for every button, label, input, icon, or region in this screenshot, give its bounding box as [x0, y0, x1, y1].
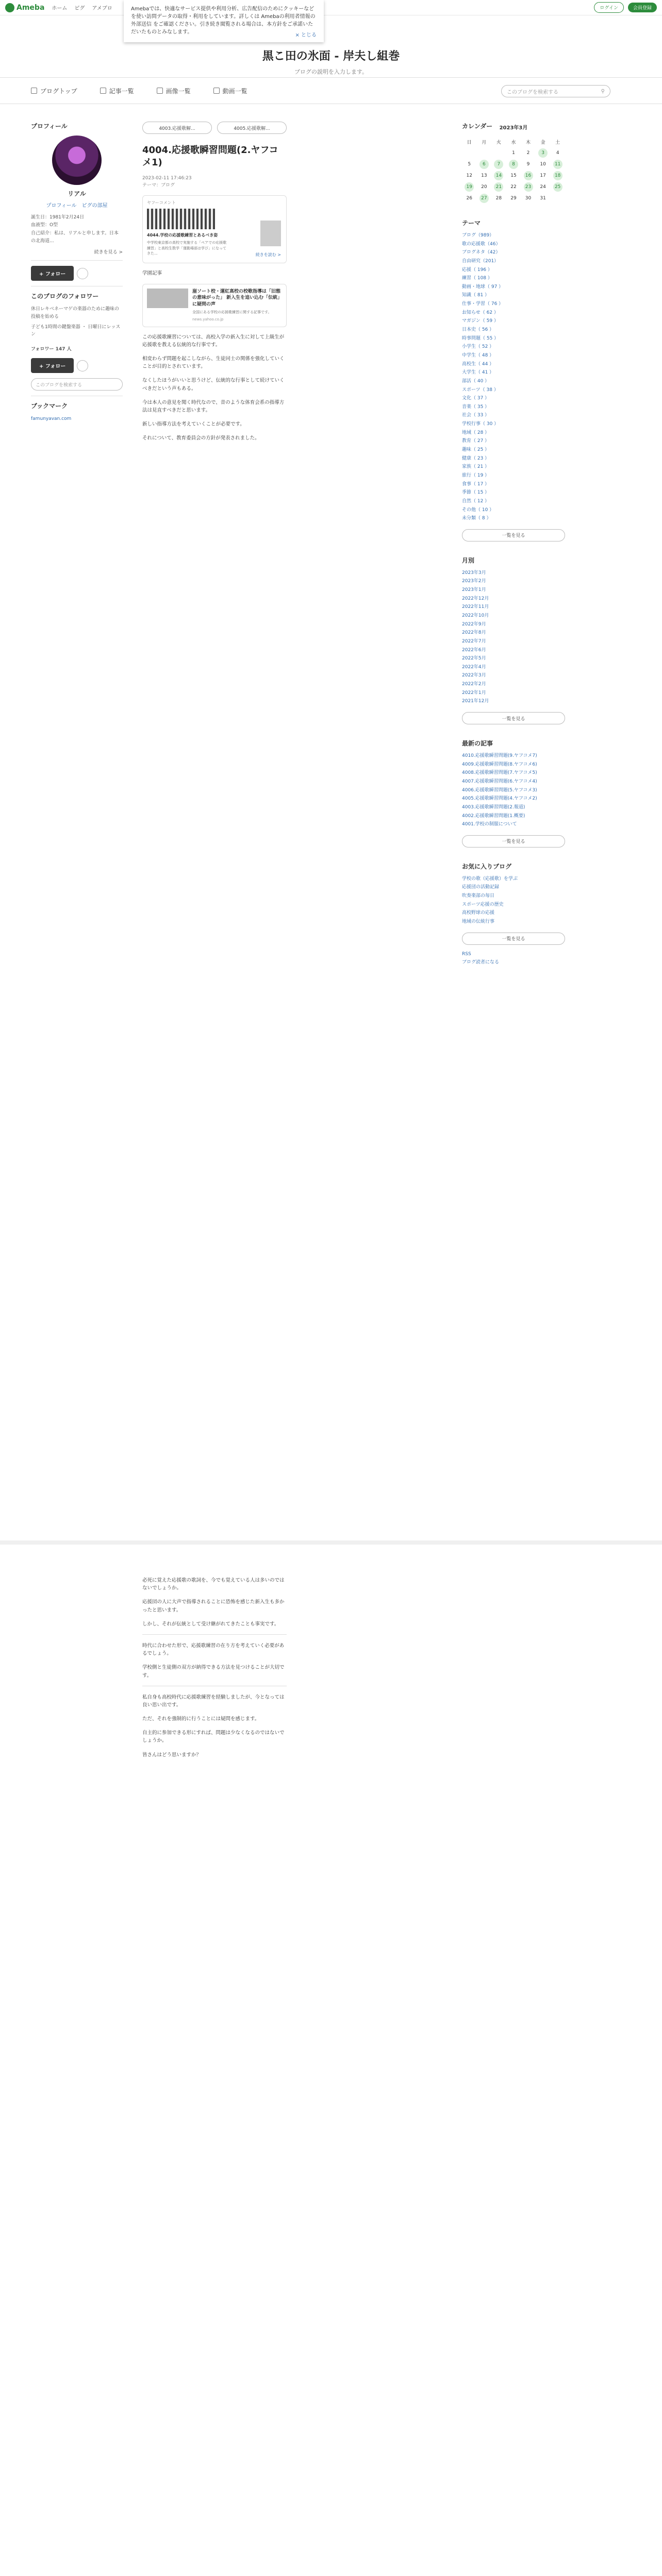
blog-header [0, 15, 662, 77]
home-icon [31, 88, 37, 94]
video-icon [213, 88, 220, 94]
calendar-day: 15 [510, 173, 517, 178]
register-button[interactable]: 会員登録 [628, 3, 657, 12]
entry-paragraph: 必死に覚えた応援歌の歌詞を、今でも覚えている人は多いのではないでしょうか。 [142, 1578, 285, 1591]
theme-item[interactable]: 地域（ 28 ） [462, 430, 490, 435]
calendar-weekday: 水 [511, 140, 516, 145]
list-icon [100, 88, 106, 94]
entry-title[interactable]: 4004.応援歌瞬習問題(2.ヤフコメ1) [142, 145, 278, 168]
rss-links [462, 950, 617, 967]
recent-article-item[interactable]: 4010.応援歌瞬習問題(9.ヤフコメ7) [462, 753, 537, 759]
nav-image-list[interactable]: 画像一覧 [157, 87, 191, 95]
archive-more-button[interactable]: 一覧を見る [462, 712, 565, 724]
entry-paragraph: 学校側と生徒側の双方が納得できる方法を見つけることが大切です。 [142, 1665, 285, 1679]
top-nav-home[interactable]: ホーム [52, 6, 68, 11]
recent-article-item[interactable]: 4001.学校の制服について [462, 822, 517, 827]
calendar-day: 4 [556, 150, 559, 156]
favorite-blog-item[interactable]: 地域の伝統行事 [462, 919, 495, 924]
theme-item[interactable]: 旅行（ 19 ） [462, 472, 490, 478]
entry-paragraph: 皆さんはどう思いますか？ [142, 1752, 202, 1758]
theme-item[interactable]: 中学生（ 48 ） [462, 352, 494, 358]
archive-item[interactable]: 2022年2月 [462, 682, 486, 687]
news-link-url: news.yahoo.co.jp [192, 317, 224, 321]
news-link-image [147, 289, 188, 308]
profile-links[interactable]: プロフィール ピグの部屋 [46, 203, 108, 209]
archive-item[interactable]: 2022年1月 [462, 690, 486, 696]
cookie-notice-close-button[interactable]: × とじる [295, 32, 317, 38]
favorite-blogs-more-button[interactable]: 一覧を見る [462, 933, 565, 945]
archive-item[interactable]: 2022年4月 [462, 664, 486, 670]
calendar-day[interactable]: 18 [553, 171, 562, 180]
embed-card-link[interactable]: 続きを読む > [255, 252, 281, 258]
archive-item[interactable]: 2021年12月 [462, 699, 489, 704]
recent-article-item[interactable]: 4003.応援歌瞬習問題(2.報道) [462, 804, 525, 810]
blog-title[interactable]: 黒こ田の氷面 - 岸夫し組巻 [262, 49, 400, 63]
main-content [142, 122, 287, 449]
entry-paragraph: しかし、それが伝統として受け継がれてきたことも事実です。 [142, 1621, 279, 1627]
cookie-notice [124, 0, 324, 42]
entry-body [142, 269, 287, 442]
theme-item[interactable]: 趣味（ 25 ） [462, 447, 490, 453]
archive-item[interactable]: 2023年1月 [462, 587, 486, 593]
archive-item[interactable]: 2023年3月 [462, 570, 486, 575]
more-options-icon[interactable] [77, 360, 88, 371]
theme-item[interactable]: お知らせ（ 62 ） [462, 310, 499, 315]
theme-item[interactable]: ブログ（989） [462, 233, 494, 238]
follower-count[interactable]: フォロワー 147 人 [31, 346, 72, 352]
entry-meta: 2023-02-11 17:46:23 テーマ：ブログ [142, 175, 192, 188]
follow-button-2[interactable]: + フォロー [31, 358, 74, 373]
divider [31, 260, 123, 261]
theme-item[interactable]: その他（ 10 ） [462, 507, 494, 513]
blog-subtitle: ブログの説明を入力します。 [294, 69, 368, 75]
prev-entry-button[interactable]: 4003.応援歌解... [142, 122, 212, 134]
archive-item[interactable]: 2022年6月 [462, 647, 486, 653]
calendar-day[interactable]: 11 [553, 160, 562, 169]
archive-list [462, 569, 617, 706]
calendar-weekday: 火 [496, 140, 501, 145]
favorite-blog-item[interactable]: スポーツ応援の歴史 [462, 902, 504, 907]
cookie-notice-text: Amebaでは、快適なサービス提供や利用分析、広告配信のためにクッキーなどを使い訪問データの取得・利用をしています。詳しくは Amebaの利用者情報の外部送信 をご確認ください。引き続き閲覧される場合は、本方針をご承諾いただいたものとみなします。 [131, 6, 316, 35]
followers-text-2: 子ども1時間の鍵盤楽器 ・ 日曜日にレッスン [31, 324, 121, 337]
archive-item[interactable]: 2023年2月 [462, 579, 486, 584]
follow-button[interactable]: + フォロー [31, 266, 74, 281]
archive-heading: 月別 [462, 556, 475, 564]
next-entry-button[interactable]: 4005.応援歌解... [217, 122, 287, 134]
recent-heading: 最新の記事 [462, 740, 493, 748]
entry-paragraph: 学園記事 [142, 270, 162, 277]
calendar-weekday: 土 [555, 140, 560, 145]
entry-pager [142, 122, 287, 134]
archive-item[interactable]: 2022年11月 [462, 604, 489, 610]
archive-item[interactable]: 2022年5月 [462, 656, 486, 662]
calendar-weekday: 金 [540, 140, 545, 145]
nav-blog-top[interactable]: ブログトップ [31, 87, 77, 95]
entry-paragraph: それについて、教育委員会の方針が発表されました。 [142, 435, 260, 442]
calendar-day: 9 [526, 162, 530, 167]
theme-item[interactable]: ブログネタ（42） [462, 250, 501, 256]
calendar-day[interactable]: 23 [524, 182, 533, 192]
entry-paragraph: 相変わらず問題を起こしながら、生徒同士の関係を強化していくことが目的とされています。 [142, 356, 285, 370]
theme-item[interactable]: 知識（ 81 ） [462, 293, 490, 298]
calendar-day[interactable]: 16 [524, 171, 533, 180]
theme-item[interactable]: 高校生（ 44 ） [462, 361, 494, 367]
calendar-day[interactable]: 21 [494, 182, 503, 192]
archive-item[interactable]: 2022年9月 [462, 621, 486, 627]
profile-heading: プロフィール [31, 123, 68, 130]
left-sidebar [31, 122, 123, 423]
blog-search-input[interactable]: このブログを検索する ⚲ [501, 85, 610, 97]
news-link-card[interactable] [142, 284, 287, 327]
calendar-day: 2 [526, 150, 530, 156]
calendar-day: 24 [540, 184, 546, 190]
recent-article-item[interactable]: 4009.応援歌瞬習問題(8.ヤフコメ6) [462, 761, 537, 767]
calendar-weekday: 木 [526, 140, 531, 145]
bookmark-item[interactable]: famunyavan.com [31, 416, 72, 422]
calendar-day: 5 [468, 162, 471, 167]
bookmark-heading: ブックマーク [31, 402, 68, 410]
recent-more-button[interactable]: 一覧を見る [462, 835, 565, 848]
archive-item[interactable]: 2022年8月 [462, 630, 486, 636]
calendar-day[interactable]: 25 [553, 182, 562, 192]
calendar-day: 30 [525, 196, 532, 201]
theme-item[interactable]: 時事問題（ 55 ） [462, 335, 499, 341]
calendar-day: 12 [466, 173, 472, 178]
theme-item[interactable]: 日本史（ 56 ） [462, 327, 494, 333]
reader-register-link[interactable]: ブログ読者になる [462, 959, 500, 965]
entry-paragraph: 時代に合わせた形で、応援歌練習の在り方を考えていく必要があるでしょう。 [142, 1642, 285, 1657]
favorite-blog-item[interactable]: 学校の歌（応援歌）を学ぶ [462, 876, 518, 882]
top-nav-pigg[interactable]: ピグ [74, 6, 85, 11]
left-search-input[interactable]: このブログを検索する [31, 378, 123, 391]
section-divider [0, 1540, 662, 1545]
recent-article-item[interactable]: 4006.応援歌瞬習問題(5.ヤフコメ3) [462, 787, 537, 793]
blog-nav [0, 77, 662, 104]
calendar-day: 10 [540, 162, 546, 167]
calendar-day: 29 [510, 196, 517, 201]
image-icon [157, 88, 163, 94]
entry-paragraph: 応援団の人に大声で指導されることに恐怖を感じた新入生も多かったと思います。 [142, 1599, 285, 1613]
theme-item[interactable]: 練習（ 108 ） [462, 276, 492, 281]
news-link-title: 崖ソート校・運紅高校の校歌指導は「旧態の意味がった」 新入生を追い込む「伝統」に疑問の声 [192, 289, 281, 307]
calendar-day [553, 193, 562, 202]
calendar-day[interactable]: 14 [494, 171, 503, 180]
calendar-day[interactable]: 7 [494, 160, 503, 169]
embed-card-image [147, 209, 215, 229]
right-sidebar [462, 122, 617, 967]
entry-paragraph: 自主的に参加できる形にすれば、問題は少なくなるのではないでしょうか。 [142, 1730, 285, 1744]
entry-paragraph: 私自身も高校時代に応援歌練習を経験しましたが、今となっては良い思い出です。 [142, 1694, 285, 1708]
favorite-blog-item[interactable]: 高校野球の応援 [462, 910, 495, 916]
calendar-day[interactable]: 6 [479, 160, 489, 169]
entry-body-continued [142, 1577, 287, 1765]
calendar-day: 1 [512, 150, 515, 156]
theme-item[interactable]: 教育（ 27 ） [462, 438, 490, 444]
calendar-day [479, 148, 489, 157]
calendar-day [465, 148, 474, 157]
entry-paragraph: ただ、それを強制的に行うことには疑問を感じます。 [142, 1716, 260, 1722]
archive-item[interactable]: 2022年7月 [462, 638, 486, 644]
calendar-month: 2023年3月 [499, 125, 528, 131]
theme-item[interactable]: 動画・地球（ 97 ） [462, 284, 504, 290]
calendar-day: 20 [481, 184, 487, 190]
calendar-day[interactable]: 3 [538, 148, 548, 158]
recent-article-item[interactable]: 4008.応援歌瞬習問題(7.ヤフコメ5) [462, 770, 537, 776]
theme-item[interactable]: スポーツ（ 38 ） [462, 387, 499, 393]
profile-meta: 誕生日：1981年2月24日 血液型：O型 自己紹介：私は、リアルと申します。日本の北海道... [31, 215, 119, 244]
login-button[interactable]: ログイン [594, 2, 624, 13]
news-link-desc: 全国にある学校の応援歌練習に関する記事です。 [192, 310, 272, 315]
entry-paragraph: なくしたほうがいいと思うけど、伝統的な行事として続けていくべきだという声もある。 [142, 378, 285, 392]
archive-item[interactable]: 2022年10月 [462, 613, 489, 618]
themes-heading: テーマ [462, 219, 481, 227]
theme-item[interactable]: 社会（ 33 ） [462, 413, 490, 418]
recent-article-item[interactable]: 4005.応援歌瞬習問題(4.ヤフコメ2) [462, 796, 537, 802]
followers-text-1: 休日レキベネーマゲの楽器のために趣味の投稿を始める [31, 307, 120, 319]
themes-list [462, 231, 617, 523]
nav-article-list[interactable]: 記事一覧 [100, 87, 134, 95]
divider [142, 1634, 287, 1635]
calendar-day: 26 [466, 196, 472, 201]
theme-item[interactable]: 季節（ 15 ） [462, 490, 490, 496]
theme-item[interactable]: 自由研究（201） [462, 258, 499, 264]
theme-item[interactable]: 音楽（ 35 ） [462, 404, 490, 410]
embed-card-tag: ヤフーコメント [147, 200, 176, 206]
more-options-icon[interactable] [77, 268, 88, 279]
recent-article-item[interactable]: 4007.応援歌瞬習問題(6.ヤフコメ4) [462, 778, 537, 784]
theme-item[interactable]: マガジン（ 59 ） [462, 318, 499, 324]
entry-paragraph: この応援歌練習については、高校入学の新入生に対して上級生が応援歌を教える伝統的な行事です。 [142, 334, 285, 348]
entry-paragraph: 今は本人の意見を聞く時代なので、昔のような体育会系の指導方法は見直すべきだと思います。 [142, 399, 285, 414]
embed-card-thumbnail [260, 221, 281, 246]
followers-heading: このブログのフォロワー [31, 293, 99, 300]
theme-item[interactable]: 自然（ 12 ） [462, 498, 490, 504]
theme-item[interactable]: 食事（ 17 ） [462, 481, 490, 487]
calendar-day: 31 [540, 196, 546, 201]
calendar-weekday: 月 [482, 140, 487, 145]
themes-more-button[interactable]: 一覧を見る [462, 529, 565, 541]
calendar-day[interactable]: 8 [509, 160, 518, 169]
theme-item[interactable]: 仕事・学習（ 76 ） [462, 301, 504, 307]
theme-item[interactable]: 小学生（ 52 ） [462, 344, 494, 350]
top-right [594, 2, 657, 13]
theme-item[interactable]: 家族（ 21 ） [462, 464, 490, 470]
top-bar [0, 0, 662, 15]
avatar[interactable] [52, 135, 102, 185]
calendar-day: 13 [481, 173, 487, 178]
theme-item[interactable]: 部活（ 40 ） [462, 378, 490, 384]
embed-card[interactable] [142, 195, 287, 263]
ameba-logo[interactable]: Ameba [5, 3, 44, 12]
favorite-blog-item[interactable]: 応援団の活動記録 [462, 885, 500, 890]
archive-item[interactable]: 2022年12月 [462, 596, 489, 601]
embed-card-title: 4044.学校の応援歌練習とあるべき姿 [147, 233, 218, 238]
profile-name[interactable]: リアル [68, 190, 86, 197]
search-icon: ⚲ [601, 88, 605, 94]
theme-item[interactable]: 歌の応援歌（46） [462, 241, 501, 247]
calendar-day: 28 [495, 196, 502, 201]
archive-item[interactable]: 2022年3月 [462, 673, 486, 679]
theme-item[interactable]: 学校行事（ 30 ） [462, 421, 499, 427]
theme-item[interactable]: 文化（ 37 ） [462, 396, 490, 401]
top-nav-ameblo[interactable]: アメブロ [92, 6, 112, 11]
calendar-grid [462, 136, 565, 204]
top-nav [52, 4, 112, 11]
favorite-blog-item[interactable]: 吹奏楽部の毎日 [462, 893, 495, 899]
theme-item[interactable]: 大学生（ 41 ） [462, 370, 494, 376]
calendar-day: 22 [510, 184, 517, 190]
recent-article-item[interactable]: 4002.応援歌瞬習問題(1.概要) [462, 813, 525, 819]
rss-link[interactable]: RSS [462, 951, 471, 957]
favorite-blogs-list [462, 875, 617, 926]
calendar-heading: カレンダー [462, 123, 493, 130]
calendar-day [494, 148, 503, 157]
favorite-blogs-heading: お気に入りブログ [462, 862, 512, 870]
calendar-day[interactable]: 19 [465, 182, 474, 192]
nav-video-list[interactable]: 動画一覧 [213, 87, 247, 95]
recent-list [462, 752, 617, 829]
theme-item[interactable]: 応援（ 196 ） [462, 267, 492, 273]
calendar-weekday: 日 [467, 140, 472, 145]
ameba-logo-icon [5, 3, 14, 12]
embed-card-desc: 中学校東京都の高校で実施する「ペアでの応援歌練習」と高校生数学「運動場部は学び」になってきた... [147, 241, 227, 256]
entry-paragraph: 新しい指導方法を考えていくことが必要です。 [142, 421, 245, 428]
calendar-day: 17 [540, 173, 546, 178]
theme-item[interactable]: 未分類（ 8 ） [462, 516, 491, 521]
profile-more-link[interactable]: 続きを見る > [94, 250, 123, 256]
calendar-day[interactable]: 27 [479, 194, 489, 203]
theme-item[interactable]: 健康（ 23 ） [462, 455, 490, 461]
